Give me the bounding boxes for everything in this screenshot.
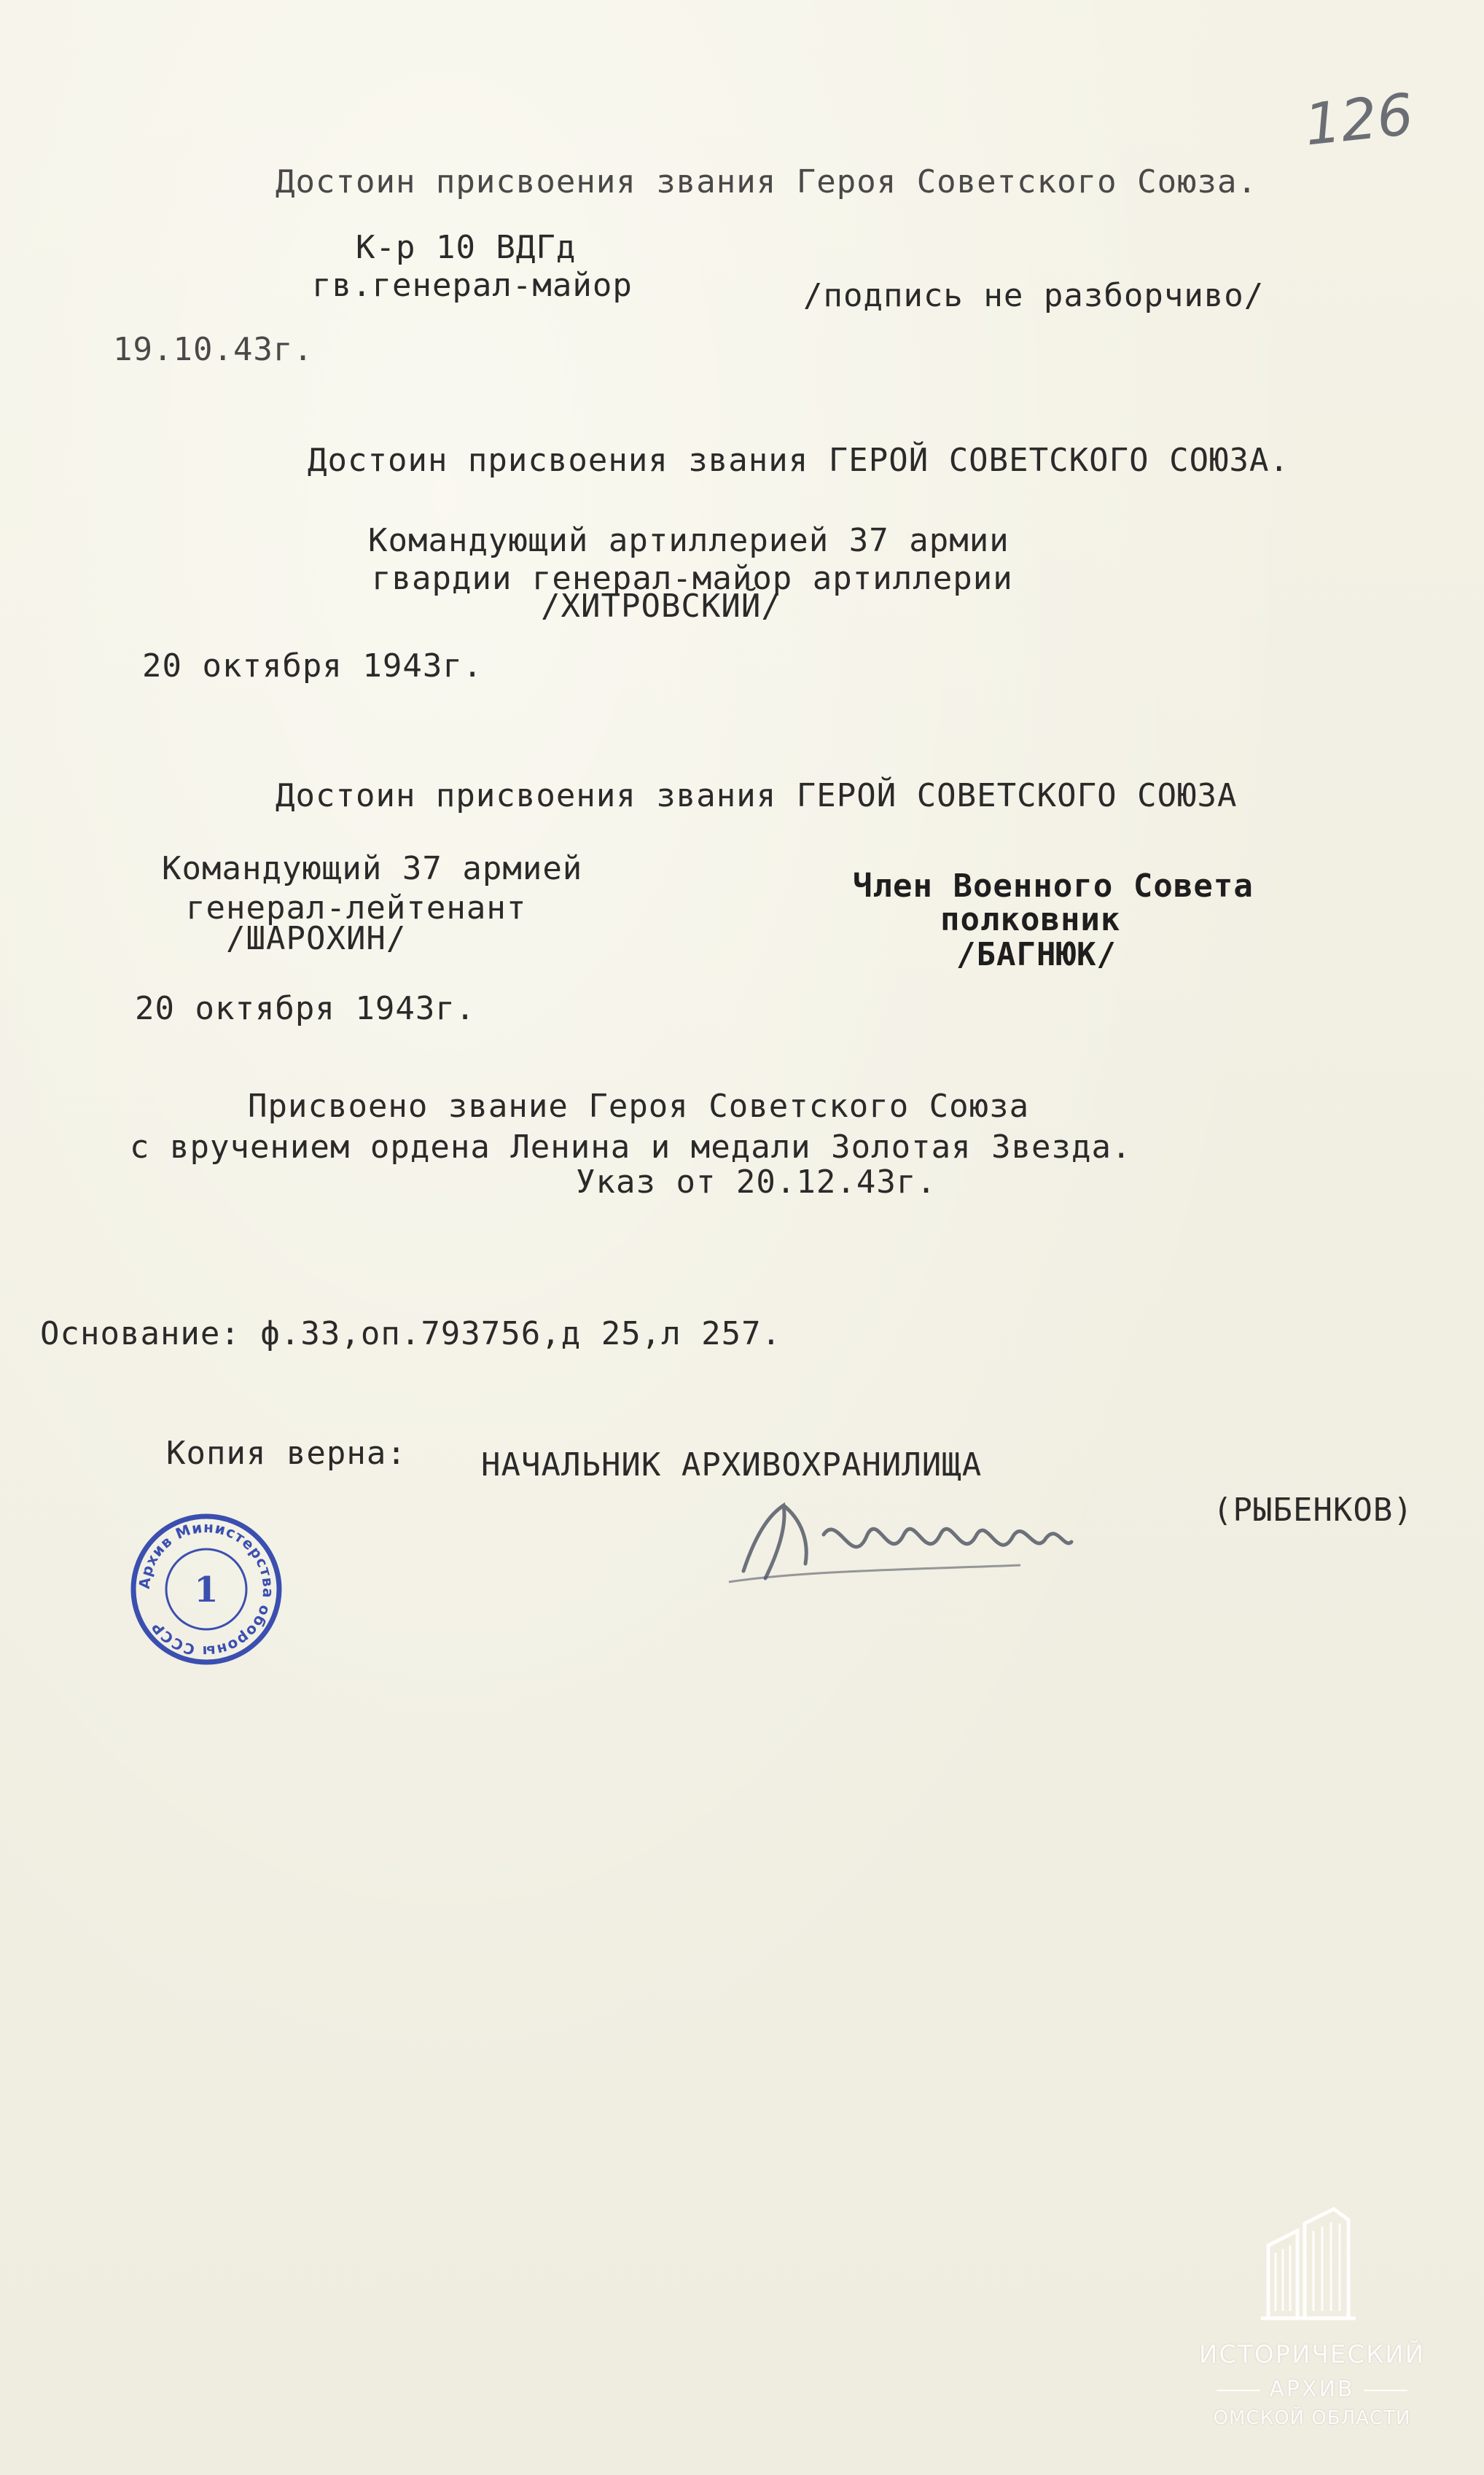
archive-stamp [130,1513,283,1666]
block1-recommendation: Достоин присвоения звания Героя Советского Союза. [276,163,1258,200]
handwritten-signature [714,1484,1108,1593]
archive-watermark [1173,2194,1450,2435]
block3-date: 20 октября 1943г. [135,990,476,1027]
block1-unit: К-р 10 ВДГд [356,229,577,266]
copy-name: (РЫБЕНКОВ) [1213,1492,1413,1529]
stamp-number: 1 [194,1570,219,1610]
award-decree: Указ от 20.12.43г. [576,1164,937,1201]
block3-left-name: /ШАРОХИН/ [226,920,407,957]
block3-left-title: Командующий 37 армией [162,850,583,887]
block1-signature-note: /подпись не разборчиво/ [803,277,1265,314]
copy-label: Копия верна: [166,1435,407,1472]
watermark-line-1: ИСТОРИЧЕСКИЙ [1198,2340,1426,2369]
block3-recommendation: Достоин присвоения звания ГЕРОЙ СОВЕТСКОГО СОЮЗА [276,777,1238,814]
block3-right-rank: полковник [940,901,1121,938]
block2-name: /ХИТРОВСКИЙ/ [541,588,781,625]
block2-recommendation: Достоин присвоения звания ГЕРОЙ СОВЕТСКОГО СОЮЗА. [308,442,1290,479]
page-number: 126 [1301,82,1417,159]
archive-building-icon [1254,2202,1363,2326]
block2-date: 20 октября 1943г. [142,647,483,685]
watermark-line-2: АРХИВ [1173,2377,1450,2402]
block3-right-name: /БАГНЮК/ [956,936,1117,973]
block1-date: 19.10.43г. [113,331,313,368]
svg-text:Архив Министерства обороны ССС: Архив Министерства обороны СССР [135,1518,278,1661]
block1-rank: гв.генерал-майор [312,267,633,304]
watermark-line-3: ОМСКОЙ ОБЛАСТИ [1213,2407,1411,2429]
block2-rank: гвардии генерал-майор артиллерии [372,560,1013,597]
award-line-1: Присвоено звание Героя Советского Союза [248,1088,1030,1125]
award-line-2: с вручением ордена Ленина и медали Золотая Звезда. [130,1129,1132,1166]
archive-basis: Основание: ф.33,оп.793756,д 25,л 257. [40,1315,782,1352]
block3-left-rank: генерал-лейтенант [186,889,527,927]
block2-title: Командующий артиллерией 37 армии [368,522,1009,559]
copy-position: НАЧАЛЬНИК АРХИВОХРАНИЛИЩА [481,1446,983,1484]
block3-right-title: Член Военного Совета [853,868,1254,905]
